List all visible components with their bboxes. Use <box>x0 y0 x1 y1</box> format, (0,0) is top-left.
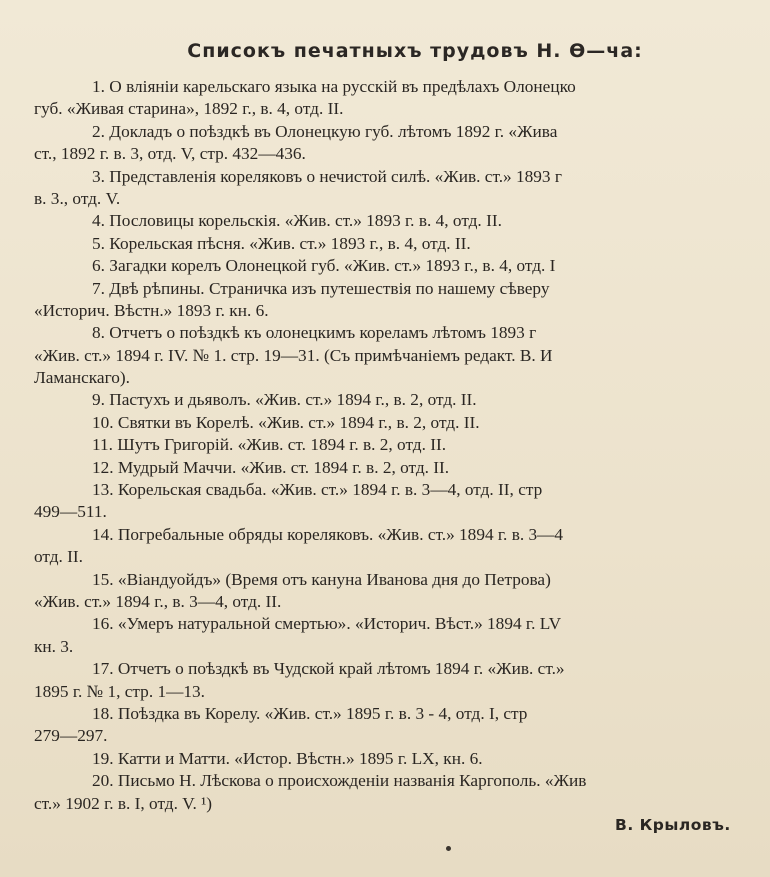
publication-line: 12. Мудрый Маччи. «Жив. ст. 1894 г. в. 2, отд. II. <box>92 457 450 477</box>
publication-line: 20. Письмо Н. Лѣскова о происхожденіи названія Каргополь. «Жив <box>92 771 587 791</box>
publication-line: 17. Отчетъ о поѣздкѣ въ Чудской край лѣтомъ 1894 г. «Жив. ст.» <box>92 659 565 679</box>
publication-line: 2. Докладъ о поѣздкѣ въ Олонецкую губ. лѣтомъ 1892 г. «Жива <box>92 121 558 141</box>
publication-line: 15. «Віандуойдъ» (Время отъ кануна Иванова дня до Петрова) <box>92 569 551 589</box>
publication-line: 7. Двѣ рѣпины. Страничка изъ путешествія по нашему сѣверу <box>92 278 550 298</box>
publication-line: 499—511. <box>34 502 107 522</box>
publication-line: «Жив. ст.» 1894 г. IV. № 1. стр. 19—31. (Съ примѣчаніемъ редакт. В. И <box>34 345 553 365</box>
publication-line: 1895 г. № 1, стр. 1—13. <box>34 681 205 701</box>
publication-line: 8. Отчетъ о поѣздкѣ къ олонецкимъ кореламъ лѣтомъ 1893 г <box>92 323 537 343</box>
publication-line: 19. Катти и Матти. «Истор. Вѣстн.» 1895 г. LX, кн. 6. <box>92 748 483 768</box>
publication-line: губ. «Живая старина», 1892 г., в. 4, отд. II. <box>34 99 344 119</box>
page-title: Списокъ печатныхъ трудовъ Н. Ѳ—ча: <box>187 40 643 62</box>
publication-line: 4. Пословицы корельскія. «Жив. ст.» 1893 г. в. 4, отд. II. <box>92 211 502 231</box>
publication-line: 18. Поѣздка въ Корелу. «Жив. ст.» 1895 г. в. 3 - 4, отд. I, стр <box>92 703 528 723</box>
publication-line: 279—297. <box>34 726 108 746</box>
publication-line: «Историч. Вѣстн.» 1893 г. кн. 6. <box>34 300 269 320</box>
publication-line: отд. II. <box>34 547 83 567</box>
publication-line: Ламанскаго). <box>34 368 130 388</box>
publication-line: кн. 3. <box>34 636 74 656</box>
publication-line: 10. Святки въ Корелѣ. «Жив. ст.» 1894 г., в. 2, отд. II. <box>92 412 480 432</box>
publication-line: 14. Погребальные обряды кореляковъ. «Жив. ст.» 1894 г. в. 3—4 <box>92 524 564 544</box>
publication-line: 6. Загадки корелъ Олонецкой губ. «Жив. ст.» 1893 г., в. 4, отд. I <box>92 256 556 276</box>
publication-line: 5. Корельская пѣсня. «Жив. ст.» 1893 г., в. 4, отд. II. <box>92 233 471 253</box>
printer-dot <box>446 846 451 851</box>
publication-list <box>34 76 770 815</box>
publication-line: ст., 1892 г. в. 3, отд. V, стр. 432—436. <box>34 144 306 164</box>
signature: В. Крыловъ. <box>615 816 731 834</box>
publication-line: ст.» 1902 г. в. I, отд. V. ¹) <box>34 793 213 813</box>
publication-line: «Жив. ст.» 1894 г., в. 3—4, отд. II. <box>34 591 282 611</box>
publication-line: 9. Пастухъ и дьяволъ. «Жив. ст.» 1894 г., в. 2, отд. II. <box>92 390 477 410</box>
publication-line: в. 3., отд. V. <box>34 188 121 208</box>
publication-line: 11. Шутъ Григорій. «Жив. ст. 1894 г. в. 2, отд. II. <box>92 435 447 455</box>
publication-line: 1. О вліяніи карельскаго языка на русскій въ предѣлахъ Олонецко <box>92 77 576 96</box>
publication-line: 13. Корельская свадьба. «Жив. ст.» 1894 г. в. 3—4, отд. II, стр <box>92 480 543 500</box>
publication-line: 16. «Умеръ натуральной смертью». «Историч. Вѣст.» 1894 г. LV <box>92 614 562 634</box>
publication-line: 3. Представленія кореляковъ о нечистой силѣ. «Жив. ст.» 1893 г <box>92 166 562 186</box>
